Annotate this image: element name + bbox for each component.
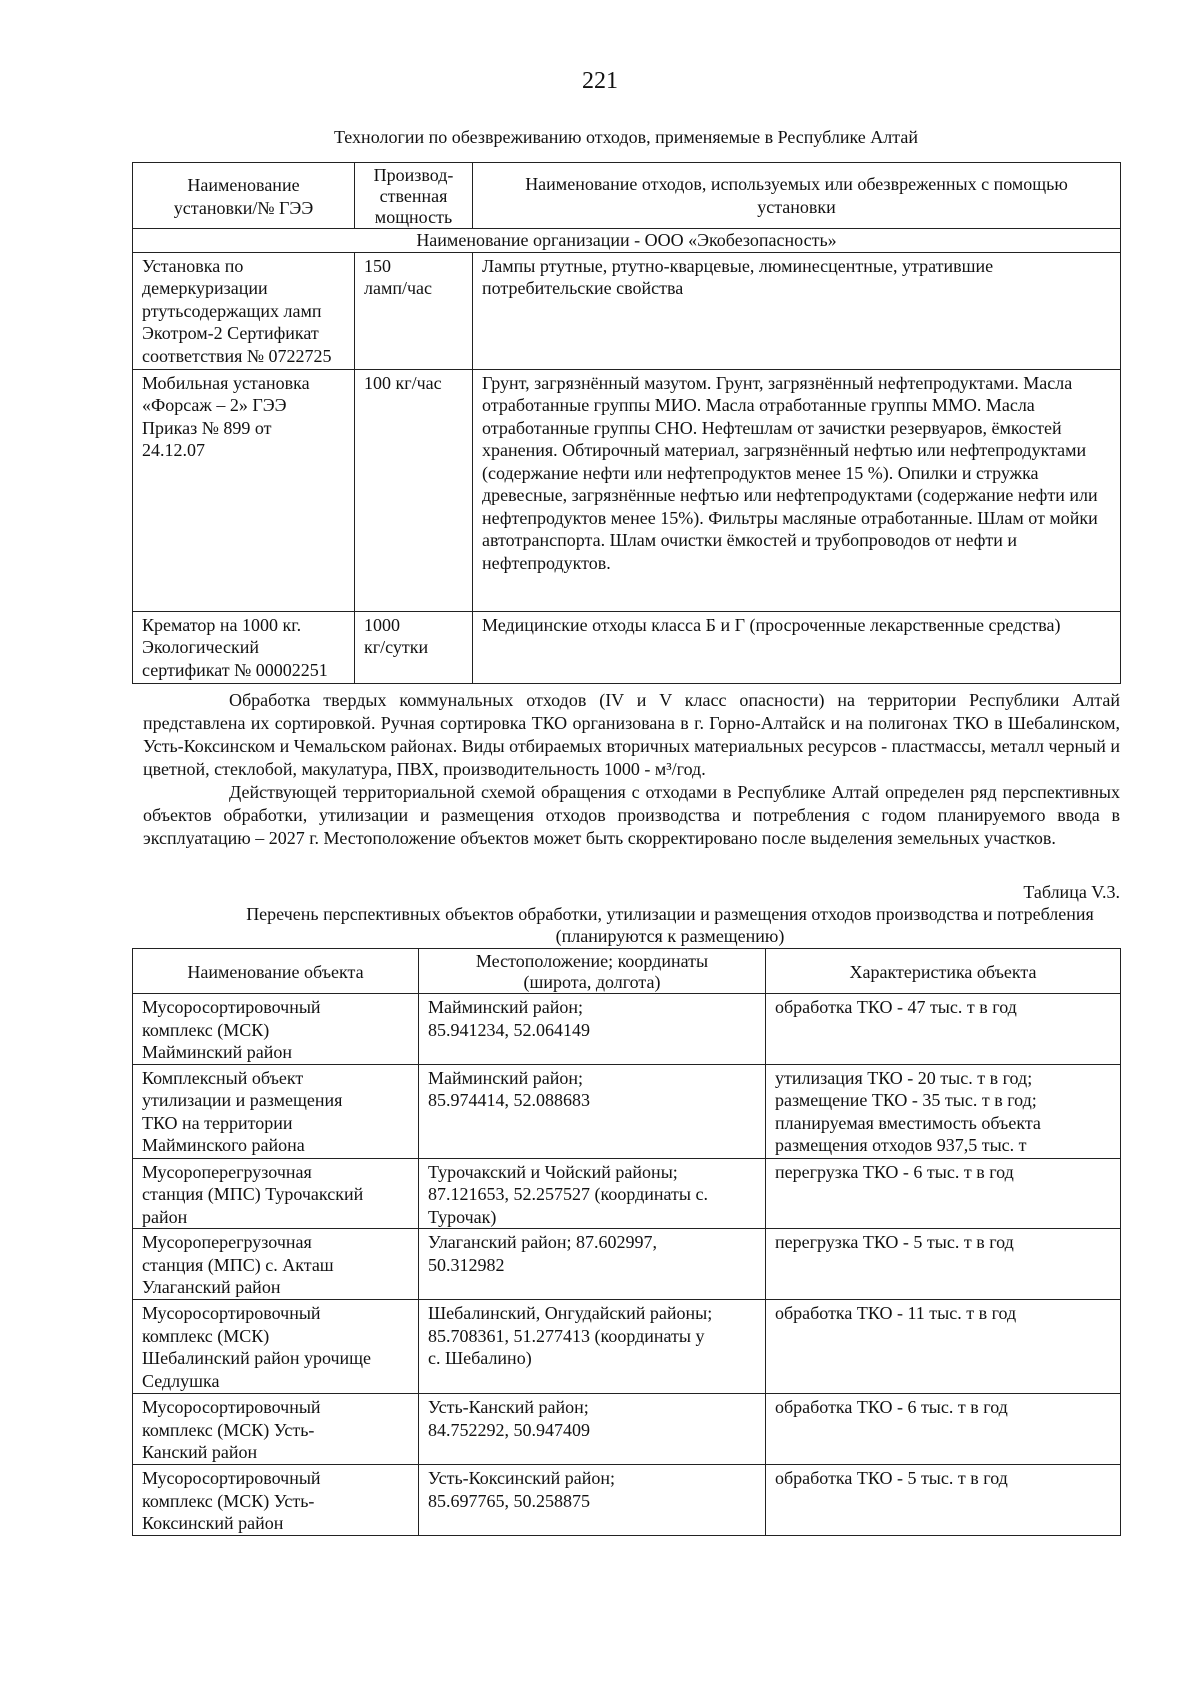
facility-name: Мусоросортировочный комплекс (МСК) Усть- Канский район [133, 1394, 419, 1465]
facility-characteristic: утилизация ТКО - 20 тыс. т в год; размещение ТКО - 35 тыс. т в год; планируемая вместимость объекта размещения отходов 937,5 тыс. т [766, 1064, 1121, 1158]
table2-caption: Перечень перспективных объектов обработки, утилизации и размещения отходов производства и потребления (планируются к размещению) [246, 904, 1094, 946]
table1-header-capacity: Производ- ственная мощность [355, 163, 473, 229]
facility-characteristic: обработка ТКО - 5 тыс. т в год [766, 1465, 1121, 1536]
table-row [133, 1064, 1121, 1158]
facility-location: Усть-Коксинский район; 85.697765, 50.258875 [419, 1465, 766, 1536]
installation-waste: Грунт, загрязнённый мазутом. Грунт, загрязнённый нефтепродуктами. Масла отработанные группы МИО. Масла отработанные группы ММО. Масла отработанные группы СНО. Нефтешлам от зачистки резервуаров, ёмкостей хранения. Обтирочный материал, загрязнённый нефтью или нефтепродуктами (содержание нефти или нефтепродуктов менее 15 %). Опилки и стружка древесные, загрязнённые нефтью или нефтепродуктами (содержание нефти или нефтепродуктов менее 15%). Фильтры масляные отработанные. Шлам от мойки автотранспорта. Шлам очистки ёмкостей и трубопроводов от нефти и нефтепродуктов. [473, 369, 1121, 611]
body-text [143, 689, 1120, 850]
table1-caption: Технологии по обезвреживанию отходов, применяемые в Республике Алтай [334, 127, 918, 147]
facility-characteristic: перегрузка ТКО - 5 тыс. т в год [766, 1229, 1121, 1300]
facility-name: Мусоросортировочный комплекс (МСК) Усть- Коксинский район [133, 1465, 419, 1536]
table2-header-location: Местоположение; координаты (широта, долгота) [419, 949, 766, 994]
facility-location: Майминский район; 85.974414, 52.088683 [419, 1064, 766, 1158]
installation-capacity: 150 ламп/час [355, 252, 473, 369]
facility-name: Мусороперегрузочная станция (МПС) Турочакский район [133, 1158, 419, 1229]
table-row [133, 994, 1121, 1065]
table1-organization: Наименование организации - ООО «Экобезопасность» [133, 229, 1121, 253]
installation-name: Крематор на 1000 кг. Экологический сертификат № 00002251 [133, 611, 355, 683]
waste-treatment-technologies-table [132, 162, 1121, 684]
facility-location: Майминский район; 85.941234, 52.064149 [419, 994, 766, 1065]
facility-characteristic: перегрузка ТКО - 6 тыс. т в год [766, 1158, 1121, 1229]
table-row [133, 611, 1121, 683]
table1-header-waste: Наименование отходов, используемых или обезвреженных с помощью установки [473, 163, 1121, 229]
facility-characteristic: обработка ТКО - 47 тыс. т в год [766, 994, 1121, 1065]
table2-header-characteristic: Характеристика объекта [766, 949, 1121, 994]
table-row [133, 369, 1121, 611]
facility-name: Комплексный объект утилизации и размещения ТКО на территории Майминского района [133, 1064, 419, 1158]
table2-label: Таблица V.3. [1023, 882, 1120, 902]
page-number: 221 [582, 68, 618, 94]
installation-waste: Медицинские отходы класса Б и Г (просроченные лекарственные средства) [473, 611, 1121, 683]
facility-location: Шебалинский, Онгудайский районы; 85.708361, 51.277413 (координаты у с. Шебалино) [419, 1300, 766, 1394]
installation-name: Установка по демеркуризации ртутьсодержащих ламп Экотром-2 Сертификат соответствия № 0722725 [133, 252, 355, 369]
planned-facilities-table [132, 948, 1121, 1536]
installation-waste: Лампы ртутные, ртутно-кварцевые, люминесцентные, утратившие потребительские свойства [473, 252, 1121, 369]
facility-location: Турочакский и Чойский районы; 87.121653, 52.257527 (координаты с. Турочак) [419, 1158, 766, 1229]
facility-characteristic: обработка ТКО - 6 тыс. т в год [766, 1394, 1121, 1465]
table1-header-name: Наименование установки/№ ГЭЭ [133, 163, 355, 229]
facility-name: Мусоросортировочный комплекс (МСК) Майминский район [133, 994, 419, 1065]
table-row [133, 1300, 1121, 1394]
paragraph: Действующей территориальной схемой обращения с отходами в Республике Алтай определен ряд перспективных объектов обработки, утилизации и размещения отходов производства и потребления с годом планируемого ввода в эксплуатацию – 2027 г. Местоположение объектов может быть скорректировано после выделения земельных участков. [143, 782, 1120, 848]
table-row [133, 1394, 1121, 1465]
table-row [133, 1158, 1121, 1229]
facility-location: Усть-Канский район; 84.752292, 50.947409 [419, 1394, 766, 1465]
table-row [133, 1229, 1121, 1300]
facility-name: Мусороперегрузочная станция (МПС) с. Акташ Улаганский район [133, 1229, 419, 1300]
table-row [133, 1465, 1121, 1536]
facility-characteristic: обработка ТКО - 11 тыс. т в год [766, 1300, 1121, 1394]
installation-capacity: 1000 кг/сутки [355, 611, 473, 683]
installation-capacity: 100 кг/час [355, 369, 473, 611]
paragraph: Обработка твердых коммунальных отходов (IV и V класс опасности) на территории Республики Алтай представлена их сортировкой. Ручная сортировка ТКО организована в г. Горно-Алтайск и на полигонах ТКО в Шебалинском, Усть-Коксинском и Чемальском районах. Виды отбираемых вторичных материальных ресурсов - пластмассы, металл черный и цветной, стеклобой, макулатура, ПВХ, производительность 1000 - м³/год. [143, 690, 1120, 779]
facility-location: Улаганский район; 87.602997, 50.312982 [419, 1229, 766, 1300]
facility-name: Мусоросортировочный комплекс (МСК) Шебалинский район урочище Седлушка [133, 1300, 419, 1394]
table2-header-name: Наименование объекта [133, 949, 419, 994]
installation-name: Мобильная установка «Форсаж – 2» ГЭЭ Приказ № 899 от 24.12.07 [133, 369, 355, 611]
table-row [133, 252, 1121, 369]
